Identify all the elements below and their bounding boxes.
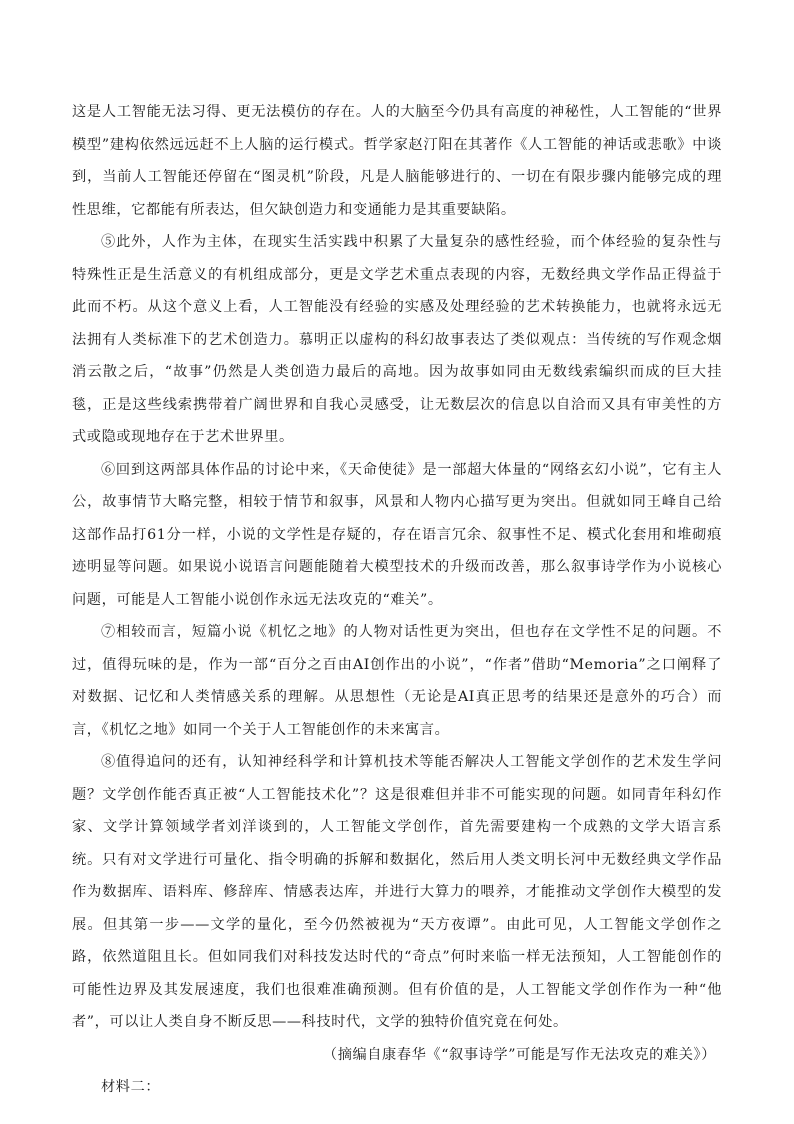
paragraph-5: ⑤此外，人作为主体，在现实生活实践中积累了大量复杂的感性经验，而个体经验的复杂性与特殊性正是生活意义的有机组成部分，更是文学艺术重点表现的内容，无数经典文学作品正得益于此而不朽。从这个意义上看，人工智能没有经验的实感及处理经验的艺术转换能力，也就将永远无法拥有人类标准下的艺术创造力。慕明正以虚构的科幻故事表达了类似观点：当传统的写作观念烟消云散之后，“故事”仍然是人类创造力最后的高地。因为故事如同由无数线索编织而成的巨大挂毯，正是这些线索携带着广阔世界和自我心灵感受，让无数层次的信息以自洽而又具有审美性的方式或隐或现地存在于艺术世界里。: [72, 234, 722, 445]
paragraph-continuation: 这是人工智能无法习得、更无法模仿的存在。人的大脑至今仍具有高度的神秘性，人工智能的“世界模型”建构依然远远赶不上人脑的运行模式。哲学家赵汀阳在其著作《人工智能的神话或悲歌》中谈到，当前人工智能还停留在“图灵机”阶段，凡是人脑能够进行的、一切在有限步骤内能够完成的理性思维，它都能有所表达，但欠缺创造力和变通能力是其重要缺陷。: [72, 104, 722, 218]
paragraph-7: ⑦相较而言，短篇小说《机忆之地》的人物对话性更为突出，但也存在文学性不足的问题。不过，值得玩味的是，作为一部“百分之百由AI创作出的小说”，“作者”借助“Memoria”之口阐释了对数据、记忆和人类情感关系的理解。从思想性（无论是AI真正思考的结果还是意外的巧合）而言，《机忆之地》如同一个关于人工智能创作的未来寓言。: [72, 624, 722, 738]
source-citation: （摘编自康春华《“叙事诗学”可能是写作无法攻克的难关》）: [322, 1046, 716, 1063]
material-two-label: 材料二：: [101, 1079, 161, 1095]
document-page: [72, 96, 722, 1104]
paragraph-6: ⑥回到这两部具体作品的讨论中来，《天命使徒》是一部超大体量的“网络玄幻小说”，它有主人公，故事情节大略完整，相较于情节和叙事，风景和人物内心描写更为突出。但就如同王峰自己给这部作品打61分一样，小说的文学性是存疑的，存在语言冗余、叙事性不足、模式化套用和堆砌痕迹明显等问题。如果说小说语言问题能随着大模型技术的升级而改善，那么叙事诗学作为小说核心问题，可能是人工智能小说创作永远无法攻克的“难关”。: [72, 461, 722, 608]
paragraph-8: ⑧值得追问的还有，认知神经科学和计算机技术等能否解决人工智能文学创作的艺术发生学问题？文学创作能否真正被“人工智能技术化”？这是很难但并非不可能实现的问题。如同青年科幻作家、文学计算领域学者刘洋谈到的，人工智能文学创作，首先需要建构一个成熟的文学大语言系统。只有对文学进行可量化、指令明确的拆解和数据化，然后用人类文明长河中无数经典文学作品作为数据库、语料库、修辞库、情感表达库，并进行大算力的喂养，才能推动文学创作大模型的发展。但其第一步——文学的量化，至今仍然被视为“天方夜谭”。由此可见，人工智能文学创作之路，依然道阻且长。但如同我们对科技发达时代的“奇点”何时来临一样无法预知，人工智能创作的可能性边界及其发展速度，我们也很难准确预测。但有价值的是，人工智能文学创作作为一种“他者”，可以让人类自身不断反思——科技时代，文学的独特价值究竟在何处。: [72, 754, 722, 1030]
